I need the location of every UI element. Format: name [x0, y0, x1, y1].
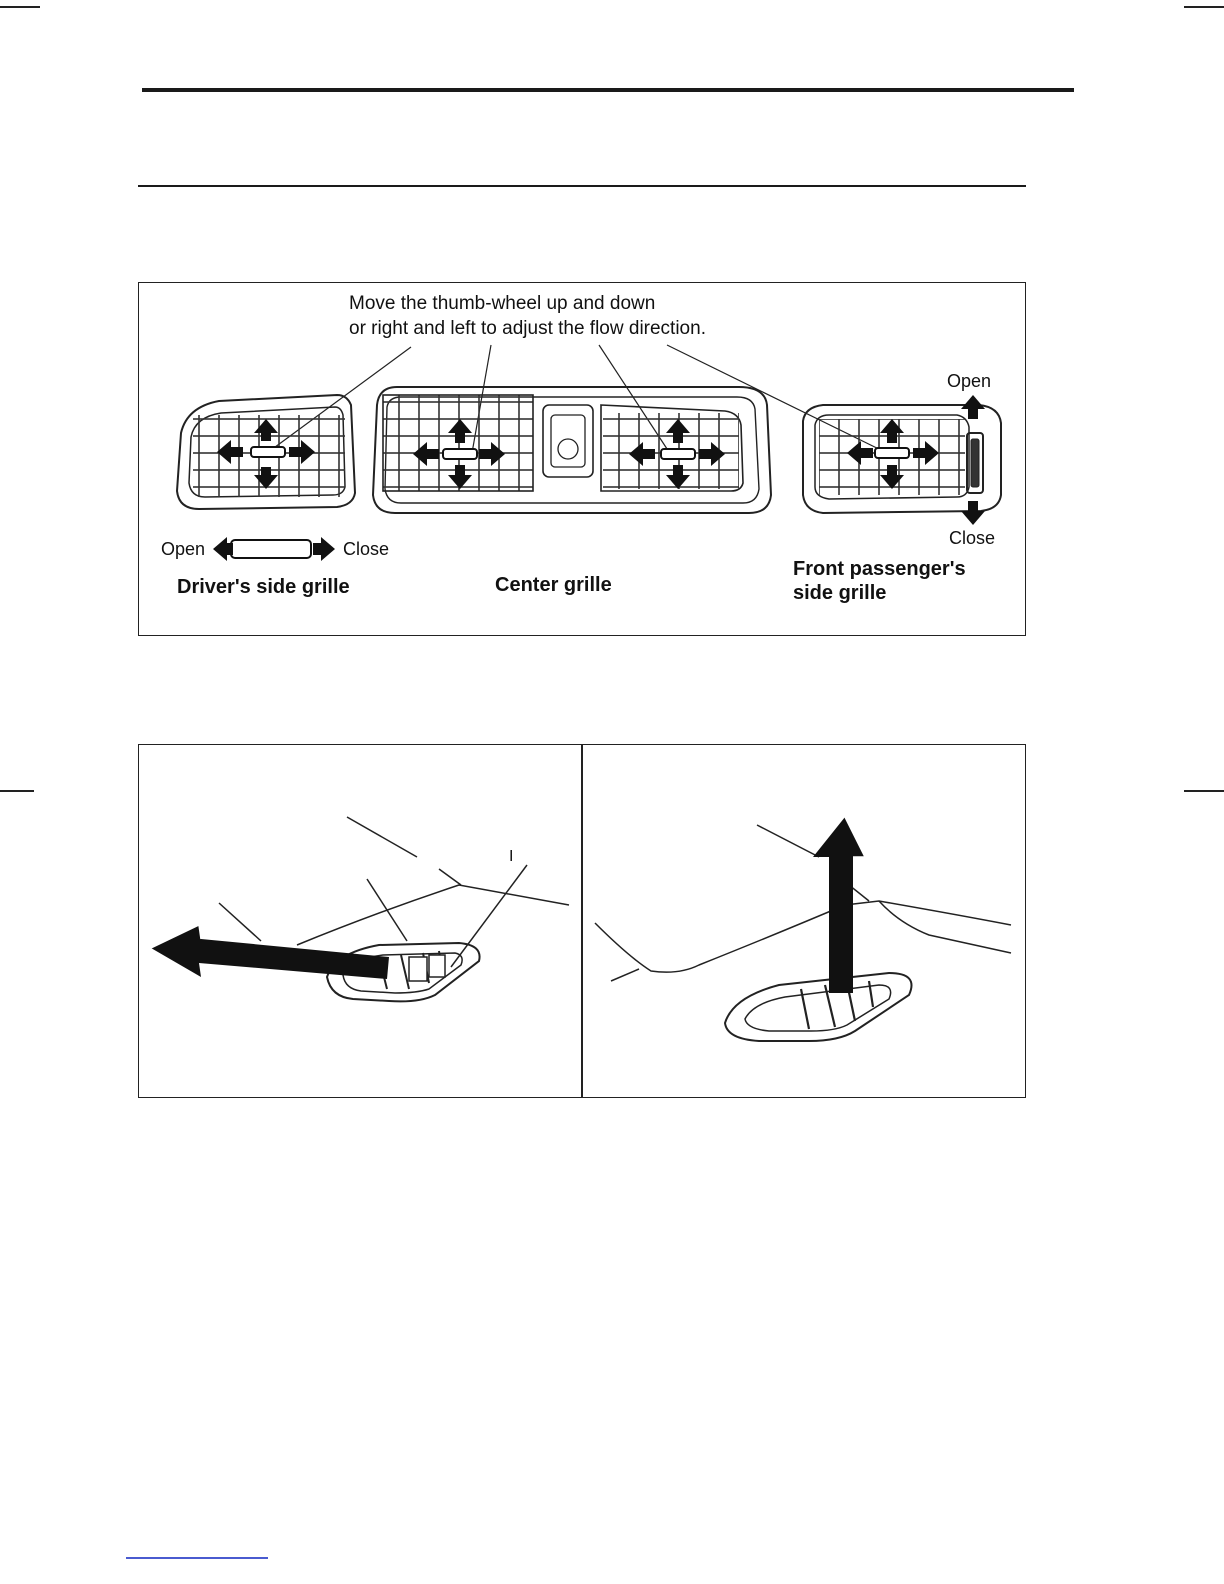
passenger-caption-line-1: Front passenger's: [793, 558, 966, 580]
crop-mark-mid-left: [0, 790, 34, 792]
crop-mark-mid-right: [1184, 790, 1224, 792]
passenger-open-arrow-icon: [961, 395, 985, 419]
driver-open-arrow-icon: [213, 537, 233, 561]
passenger-close-arrow-icon: [961, 501, 985, 525]
driver-grille-caption: Driver's side grille: [177, 576, 350, 598]
crop-mark-top-left: [0, 6, 40, 8]
grille-adjustment-figure: [138, 282, 1026, 636]
lift-up-arrow-icon: [813, 817, 865, 993]
vent-removal-drawing: [139, 745, 1027, 1099]
instruction-line-2: or right and left to adjust the flow direction.: [349, 318, 706, 339]
driver-close-arrow-icon: [313, 537, 335, 561]
left-panel-callout: I: [509, 848, 514, 865]
vent-removal-figure: [138, 744, 1026, 1098]
leader-lines: [267, 345, 891, 455]
center-grille-caption: Center grille: [495, 574, 612, 596]
header-rule: [142, 88, 1074, 92]
passenger-grille-caption: [793, 557, 966, 605]
passenger-close-label: Close: [949, 528, 996, 548]
driver-close-label: Close: [343, 539, 390, 559]
left-panel-dashboard: [219, 817, 569, 1001]
section-rule: [138, 185, 1026, 187]
crop-mark-top-right: [1184, 6, 1224, 8]
instruction-line-1: Move the thumb-wheel up and down: [349, 293, 656, 314]
footer-link-underline: [126, 1557, 268, 1559]
driver-open-label: Open: [161, 539, 206, 559]
instruction-text: [349, 291, 706, 341]
passenger-caption-line-2: side grille: [793, 582, 887, 604]
right-panel-dashboard: [595, 825, 1011, 1041]
passenger-open-label: Open: [947, 371, 992, 391]
driver-open-close-indicator: [213, 537, 335, 561]
